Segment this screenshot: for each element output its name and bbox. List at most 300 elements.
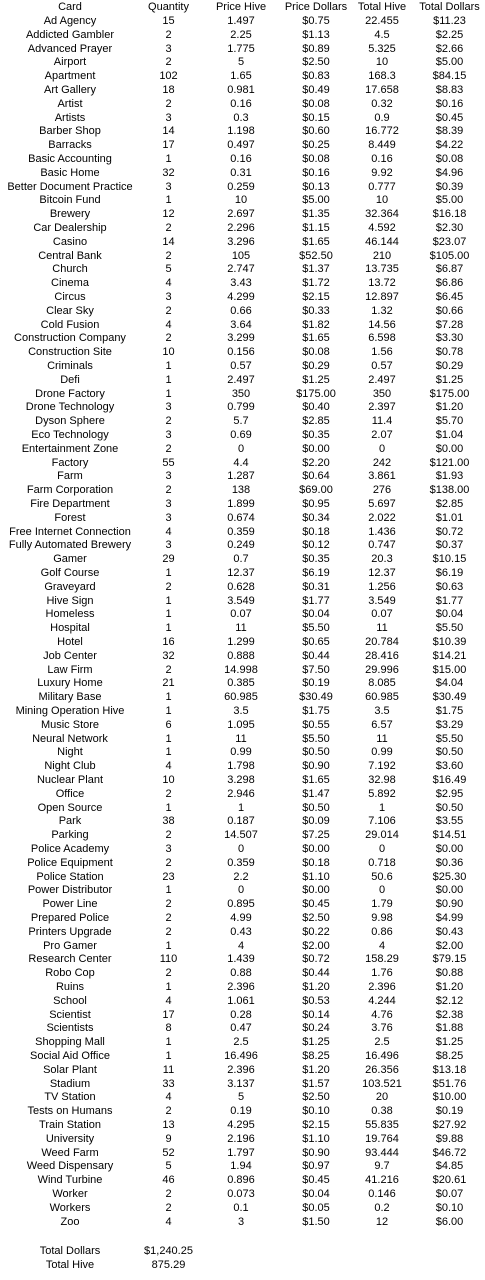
table-cell-total-dollars: $5.50 — [435, 622, 464, 635]
table-cell-quantity: 52 — [162, 1146, 175, 1159]
table-cell-total-hive: 2.497 — [368, 373, 396, 386]
table-cell-price-dollars: $0.00 — [302, 843, 330, 855]
table-cell-price-hive: 1.439 — [227, 953, 255, 966]
table-cell-card: Brewery — [49, 208, 91, 221]
table-cell-price-dollars: $0.45 — [302, 898, 330, 911]
table-cell-card: Construction Site — [28, 346, 112, 359]
table-cell-price-dollars: $1.50 — [302, 1215, 330, 1228]
table-row — [0, 388, 485, 402]
table-cell-price-hive: 4.4 — [233, 456, 249, 469]
table-cell-total-dollars: $0.37 — [435, 539, 464, 552]
table-cell-card: Construction Company — [14, 332, 126, 345]
table-cell-total-hive: 6.57 — [371, 718, 393, 731]
table-cell-card: Weed Farm — [41, 1146, 99, 1159]
table-cell-quantity: 110 — [159, 953, 178, 966]
table-cell-price-dollars: $1.72 — [302, 277, 330, 290]
total-dollars-label: Total Dollars — [39, 1245, 101, 1257]
table-cell-price-dollars: $0.08 — [302, 153, 330, 165]
table-cell-card: Casino — [52, 235, 88, 248]
table-cell-total-dollars: $1.01 — [435, 511, 464, 524]
table-cell-price-hive: 1.899 — [227, 498, 255, 510]
table-cell-quantity: 18 — [162, 84, 175, 96]
table-cell-price-hive: 0.259 — [227, 180, 255, 193]
table-cell-price-dollars: $0.50 — [302, 801, 330, 814]
table-cell-price-dollars: $1.75 — [302, 705, 330, 717]
table-cell-card: Advanced Prayer — [27, 42, 113, 55]
table-cell-quantity: 2 — [165, 97, 172, 110]
table-cell-total-dollars: $4.99 — [435, 912, 464, 924]
table-row — [0, 760, 485, 774]
table-row — [0, 305, 485, 319]
table-cell-total-hive: 1.32 — [371, 304, 393, 317]
table-row — [0, 194, 485, 208]
table-cell-price-hive: 1.775 — [227, 42, 255, 55]
table-cell-total-hive: 3.5 — [374, 705, 390, 717]
table-cell-price-hive: 2.396 — [227, 1063, 255, 1076]
table-cell-quantity: 1 — [165, 939, 172, 952]
table-cell-total-hive: 16.772 — [365, 125, 399, 138]
table-cell-total-dollars: $0.45 — [435, 111, 464, 124]
table-row — [0, 139, 485, 153]
table-row — [0, 802, 485, 816]
table-cell-total-dollars: $121.00 — [429, 456, 470, 469]
table-cell-total-hive: 276 — [372, 484, 392, 497]
table-cell-quantity: 4 — [165, 318, 172, 331]
table-cell-price-dollars: $1.15 — [302, 222, 330, 234]
table-row — [0, 84, 485, 98]
table-row — [0, 815, 485, 829]
table-cell-price-hive: 0 — [237, 884, 245, 897]
table-cell-card: Defi — [60, 373, 80, 386]
table-cell-quantity: 3 — [165, 843, 172, 855]
table-cell-price-dollars: $69.00 — [299, 484, 333, 497]
table-row — [0, 636, 485, 650]
table-row — [0, 581, 485, 595]
table-cell-total-hive: 9.7 — [374, 1160, 390, 1173]
table-row — [0, 277, 485, 291]
table-cell-price-hive: 1 — [237, 801, 245, 814]
table-cell-price-dollars: $2.50 — [302, 912, 330, 924]
table-cell-price-dollars: $1.20 — [302, 1063, 330, 1076]
table-row — [0, 1105, 485, 1119]
table-cell-card: Tests on Humans — [27, 1105, 113, 1118]
table-cell-price-hive: 0.249 — [227, 539, 255, 552]
table-cell-total-dollars: $1.25 — [435, 1036, 464, 1049]
table-cell-price-dollars: $0.64 — [302, 470, 330, 483]
table-cell-card: Robo Cop — [45, 967, 95, 980]
table-cell-price-hive: 0.156 — [227, 346, 255, 359]
table-cell-total-hive: 17.658 — [365, 84, 399, 96]
table-cell-total-dollars: $0.16 — [435, 97, 464, 110]
table-row — [0, 457, 485, 471]
table-cell-card: Prepared Police — [30, 912, 110, 924]
table-cell-total-dollars: $3.60 — [435, 760, 464, 773]
table-row — [0, 967, 485, 981]
table-cell-total-dollars: $20.61 — [432, 1174, 467, 1187]
table-cell-price-dollars: $1.10 — [302, 870, 330, 883]
table-cell-card: Fully Automated Brewery — [8, 539, 132, 552]
table-cell-price-dollars: $1.65 — [302, 332, 330, 345]
table-cell-total-dollars: $0.78 — [435, 346, 464, 359]
table-cell-total-hive: 1.56 — [371, 346, 393, 359]
table-cell-quantity: 16 — [162, 636, 175, 648]
table-cell-quantity: 15 — [162, 15, 175, 27]
table-cell-price-dollars: $175.00 — [296, 387, 336, 400]
table-cell-card: Ruins — [55, 981, 85, 993]
table-cell-card: Worker — [52, 1188, 88, 1200]
table-cell-total-dollars: $6.86 — [435, 277, 464, 290]
table-cell-price-dollars: $0.14 — [302, 1008, 330, 1021]
table-cell-total-hive: 0.747 — [368, 539, 396, 552]
column-header-price-dollars: Price Dollars — [284, 1, 348, 13]
table-row — [0, 1064, 485, 1078]
table-cell-total-dollars: $0.10 — [435, 1201, 464, 1214]
table-cell-card: Addicted Gambler — [25, 28, 115, 41]
table-cell-total-hive: 0.718 — [368, 856, 396, 869]
table-cell-quantity: 17 — [162, 139, 175, 152]
table-cell-quantity: 3 — [165, 42, 172, 55]
table-cell-total-dollars: $0.29 — [435, 360, 464, 372]
table-cell-quantity: 33 — [162, 1077, 175, 1090]
table-cell-total-dollars: $2.66 — [435, 42, 464, 55]
table-cell-quantity: 23 — [162, 870, 175, 883]
table-cell-total-dollars: $11.23 — [433, 15, 466, 27]
table-cell-card: Car Dealership — [33, 222, 107, 234]
table-cell-total-hive: 9.98 — [371, 912, 393, 924]
table-cell-card: Graveyard — [44, 580, 96, 593]
table-cell-quantity: 6 — [165, 718, 172, 731]
table-cell-quantity: 1 — [165, 373, 172, 386]
table-cell-total-dollars: $25.30 — [432, 870, 467, 883]
table-cell-quantity: 1 — [165, 705, 172, 717]
table-cell-total-hive: 11 — [376, 732, 388, 745]
table-cell-price-hive: 11 — [235, 622, 247, 635]
table-cell-total-dollars: $0.66 — [435, 304, 464, 317]
table-cell-total-dollars: $138.00 — [429, 484, 470, 497]
table-cell-total-hive: 0 — [378, 884, 386, 897]
table-cell-quantity: 38 — [162, 815, 175, 828]
table-cell-card: Night Club — [44, 760, 96, 773]
table-row — [0, 1050, 485, 1064]
table-cell-total-hive: 20.3 — [371, 553, 393, 566]
table-cell-total-hive: 0.38 — [371, 1105, 393, 1118]
table-cell-price-hive: 4.295 — [227, 1119, 255, 1131]
table-cell-total-hive: 12.897 — [365, 291, 399, 303]
table-cell-total-dollars: $14.51 — [432, 829, 467, 842]
table-cell-total-dollars: $10.00 — [432, 1091, 467, 1104]
table-cell-total-dollars: $1.88 — [435, 1022, 464, 1035]
table-cell-total-hive: 28.416 — [365, 649, 399, 662]
table-cell-quantity: 1 — [165, 691, 172, 704]
table-cell-total-hive: 2.397 — [368, 401, 396, 414]
table-cell-card: Zoo — [60, 1215, 80, 1228]
table-row — [0, 429, 485, 443]
table-cell-total-dollars: $2.95 — [435, 787, 464, 800]
table-cell-quantity: 1 — [165, 732, 172, 745]
table-cell-quantity: 2 — [165, 1201, 172, 1214]
table-row — [0, 788, 485, 802]
table-cell-price-hive: 3.298 — [227, 774, 255, 786]
table-row — [0, 608, 485, 622]
table-row — [0, 401, 485, 415]
table-row — [0, 622, 485, 636]
table-cell-price-hive: 1.65 — [230, 70, 252, 83]
table-cell-quantity: 12 — [162, 208, 175, 221]
table-row — [0, 236, 485, 250]
table-cell-price-dollars: $0.24 — [302, 1022, 330, 1035]
table-cell-total-dollars: $0.00 — [435, 442, 464, 455]
table-cell-quantity: 8 — [165, 1022, 172, 1035]
table-cell-price-dollars: $0.08 — [302, 346, 330, 359]
table-cell-total-dollars: $105.00 — [429, 249, 470, 262]
table-cell-price-dollars: $2.50 — [302, 56, 330, 69]
table-cell-price-hive: 3.64 — [230, 318, 252, 331]
table-row — [0, 319, 485, 333]
table-cell-price-hive: 0.31 — [230, 166, 252, 179]
table-cell-price-hive: 1.061 — [227, 994, 255, 1007]
table-cell-price-dollars: $0.97 — [302, 1160, 330, 1173]
table-cell-total-hive: 0 — [378, 442, 386, 455]
table-cell-card: Parking — [51, 829, 89, 842]
table-cell-quantity: 1 — [165, 594, 172, 607]
table-cell-card: Barber Shop — [39, 125, 101, 138]
table-cell-total-hive: 0 — [378, 843, 386, 855]
table-cell-quantity: 10 — [162, 774, 175, 786]
table-cell-price-dollars: $1.57 — [302, 1077, 330, 1090]
table-cell-price-hive: 0.674 — [227, 511, 255, 524]
table-cell-total-hive: 20.784 — [365, 636, 399, 648]
table-cell-price-dollars: $1.77 — [302, 594, 330, 607]
table-cell-price-dollars: $0.15 — [302, 111, 330, 124]
table-cell-price-dollars: $0.72 — [302, 953, 330, 966]
table-cell-total-hive: 12 — [375, 1215, 389, 1228]
table-cell-total-hive: 46.144 — [365, 235, 399, 248]
table-cell-price-dollars: $1.10 — [302, 1132, 330, 1145]
table-cell-total-hive: 1.79 — [371, 898, 393, 911]
table-cell-quantity: 55 — [162, 456, 175, 469]
table-cell-price-dollars: $2.50 — [302, 1091, 330, 1104]
table-row — [0, 953, 485, 967]
table-cell-quantity: 2 — [165, 580, 172, 593]
table-cell-quantity: 1 — [165, 884, 172, 897]
table-cell-total-hive: 1.76 — [371, 967, 393, 980]
table-cell-card: Artists — [54, 111, 86, 124]
table-cell-total-dollars: $0.63 — [435, 580, 464, 593]
table-cell-price-hive: 1.287 — [227, 470, 255, 483]
table-row — [0, 691, 485, 705]
table-cell-card: Entertainment Zone — [21, 442, 119, 455]
table-row — [0, 650, 485, 664]
table-cell-quantity: 1 — [165, 153, 172, 165]
table-cell-price-hive: 4.299 — [227, 291, 255, 303]
table-cell-card: Train Station — [39, 1119, 101, 1131]
table-cell-total-hive: 16.496 — [365, 1050, 399, 1062]
table-row — [0, 332, 485, 346]
table-row — [0, 1174, 485, 1188]
table-cell-price-dollars: $5.50 — [302, 732, 330, 745]
table-cell-total-dollars: $3.29 — [435, 718, 464, 731]
table-cell-total-hive: 19.764 — [365, 1132, 399, 1145]
table-cell-total-dollars: $0.50 — [435, 746, 464, 759]
table-cell-quantity: 2 — [165, 829, 172, 842]
total-hive-label: Total Hive — [45, 1259, 95, 1271]
table-row — [0, 56, 485, 70]
table-cell-price-hive: 14.507 — [224, 829, 258, 842]
table-cell-quantity: 1 — [165, 1036, 172, 1049]
table-cell-quantity: 3 — [165, 498, 172, 510]
table-row — [0, 43, 485, 57]
table-cell-card: Eco Technology — [31, 429, 109, 441]
table-row — [0, 15, 485, 29]
table-cell-total-hive: 4.592 — [368, 222, 396, 234]
table-cell-total-dollars: $0.39 — [435, 180, 464, 193]
table-cell-quantity: 3 — [165, 511, 172, 524]
table-cell-total-hive: 2.5 — [374, 1036, 390, 1049]
table-cell-total-hive: 10 — [375, 56, 389, 69]
table-cell-card: Night — [57, 746, 83, 759]
table-cell-price-hive: 0.69 — [230, 429, 252, 441]
table-cell-quantity: 4 — [165, 1215, 172, 1228]
table-cell-total-dollars: $2.30 — [435, 222, 464, 234]
table-cell-price-hive: 0.66 — [230, 304, 252, 317]
table-cell-total-dollars: $0.07 — [435, 1188, 464, 1200]
table-cell-total-dollars: $1.20 — [435, 401, 464, 414]
table-cell-card: Basic Home — [40, 166, 100, 179]
table-cell-total-dollars: $6.87 — [435, 263, 464, 276]
table-cell-price-dollars: $5.50 — [302, 622, 330, 635]
table-cell-card: Scientist — [49, 1008, 91, 1021]
table-cell-quantity: 2 — [165, 56, 172, 69]
table-cell-total-dollars: $8.83 — [435, 84, 464, 96]
table-cell-total-dollars: $2.38 — [435, 1008, 464, 1021]
table-cell-total-dollars: $4.22 — [435, 139, 464, 152]
table-cell-price-hive: 5 — [237, 56, 245, 69]
table-cell-total-dollars: $14.21 — [432, 649, 467, 662]
table-cell-total-hive: 2.396 — [368, 981, 396, 993]
table-cell-total-dollars: $0.04 — [435, 608, 464, 621]
table-cell-quantity: 4 — [165, 760, 172, 773]
table-cell-price-hive: 10 — [234, 194, 248, 207]
table-cell-price-hive: 0.99 — [230, 746, 252, 759]
table-row — [0, 664, 485, 678]
table-cell-total-hive: 3.76 — [371, 1022, 393, 1035]
table-cell-quantity: 1 — [165, 567, 172, 579]
table-cell-card: Job Center — [43, 649, 97, 662]
table-cell-card: TV Station — [44, 1091, 96, 1104]
table-cell-quantity: 1 — [165, 194, 172, 207]
table-row — [0, 415, 485, 429]
table-cell-price-dollars: $0.35 — [302, 553, 330, 566]
table-cell-total-dollars: $2.00 — [435, 939, 464, 952]
table-cell-price-hive: 0.28 — [230, 1008, 252, 1021]
table-cell-quantity: 4 — [165, 525, 172, 538]
table-cell-quantity: 1 — [165, 360, 172, 372]
table-cell-price-dollars: $0.09 — [302, 815, 330, 828]
table-row — [0, 526, 485, 540]
table-cell-price-dollars: $2.85 — [302, 415, 330, 428]
table-cell-card: Pro Gamer — [43, 939, 97, 952]
table-cell-total-dollars: $4.96 — [435, 166, 464, 179]
table-cell-total-dollars: $79.15 — [432, 953, 467, 966]
table-cell-price-dollars: $0.18 — [302, 856, 330, 869]
table-cell-price-dollars: $52.50 — [299, 249, 333, 262]
table-cell-price-hive: 3.299 — [227, 332, 255, 345]
table-cell-card: Airport — [53, 56, 87, 69]
table-cell-price-hive: 2.296 — [227, 222, 255, 234]
table-cell-total-dollars: $16.18 — [432, 208, 467, 221]
table-cell-card: Law Firm — [47, 663, 93, 676]
table-cell-total-hive: 11 — [376, 622, 388, 635]
table-cell-total-hive: 29.014 — [365, 829, 399, 842]
table-cell-total-hive: 168.3 — [368, 70, 396, 83]
table-cell-quantity: 3 — [165, 470, 172, 483]
table-cell-quantity: 2 — [165, 898, 172, 911]
table-cell-quantity: 32 — [162, 166, 175, 179]
table-cell-price-hive: 3.5 — [233, 705, 249, 717]
table-cell-quantity: 46 — [162, 1174, 175, 1187]
table-cell-quantity: 102 — [159, 70, 178, 83]
table-row — [0, 1216, 485, 1230]
table-cell-total-hive: 10 — [375, 194, 389, 207]
table-cell-price-hive: 3.137 — [227, 1077, 255, 1090]
table-row — [0, 1160, 485, 1174]
table-row — [0, 1202, 485, 1216]
table-row — [0, 912, 485, 926]
table-cell-price-dollars: $2.15 — [302, 1119, 330, 1131]
table-row — [0, 843, 485, 857]
table-cell-price-hive: 1.94 — [230, 1160, 252, 1173]
table-cell-total-dollars: $6.00 — [435, 1215, 464, 1228]
table-cell-price-dollars: $1.37 — [302, 263, 330, 276]
table-cell-total-hive: 11.4 — [371, 415, 393, 428]
table-cell-total-dollars: $1.75 — [435, 705, 464, 717]
total-dollars-row — [0, 1244, 485, 1258]
table-cell-total-hive: 22.455 — [365, 15, 399, 27]
table-cell-quantity: 2 — [165, 249, 172, 262]
table-cell-card: Gamer — [53, 553, 87, 566]
table-cell-total-hive: 0.07 — [371, 608, 393, 621]
table-cell-quantity: 3 — [165, 180, 172, 193]
table-cell-total-hive: 5.697 — [368, 498, 396, 510]
table-cell-card: Stadium — [49, 1077, 91, 1090]
table-cell-price-dollars: $0.89 — [302, 42, 330, 55]
table-cell-total-hive: 0.777 — [368, 180, 396, 193]
table-row — [0, 898, 485, 912]
table-cell-total-dollars: $4.04 — [435, 677, 464, 690]
table-cell-total-hive: 9.92 — [371, 166, 393, 179]
table-cell-total-dollars: $3.55 — [435, 815, 464, 828]
table-cell-card: Police Academy — [30, 843, 110, 855]
table-cell-total-dollars: $2.25 — [435, 28, 464, 41]
table-cell-price-dollars: $0.45 — [302, 1174, 330, 1187]
table-cell-quantity: 1 — [165, 622, 172, 635]
table-row — [0, 1036, 485, 1050]
table-cell-price-hive: 0.896 — [227, 1174, 255, 1187]
table-cell-total-hive: 29.996 — [365, 663, 399, 676]
table-cell-card: Weed Dispensary — [26, 1160, 114, 1173]
table-cell-total-dollars: $0.36 — [435, 856, 464, 869]
table-cell-price-hive: 0.7 — [233, 553, 249, 566]
table-cell-card: Office — [55, 787, 85, 800]
table-cell-card: Bitcoin Fund — [39, 194, 101, 207]
table-cell-price-dollars: $1.47 — [302, 787, 330, 800]
table-cell-card: Drone Technology — [25, 401, 115, 414]
table-cell-quantity: 2 — [165, 332, 172, 345]
table-cell-total-dollars: $5.70 — [435, 415, 464, 428]
table-cell-card: Social Aid Office — [30, 1050, 110, 1062]
table-cell-price-dollars: $0.44 — [302, 649, 330, 662]
table-cell-card: University — [45, 1132, 95, 1145]
